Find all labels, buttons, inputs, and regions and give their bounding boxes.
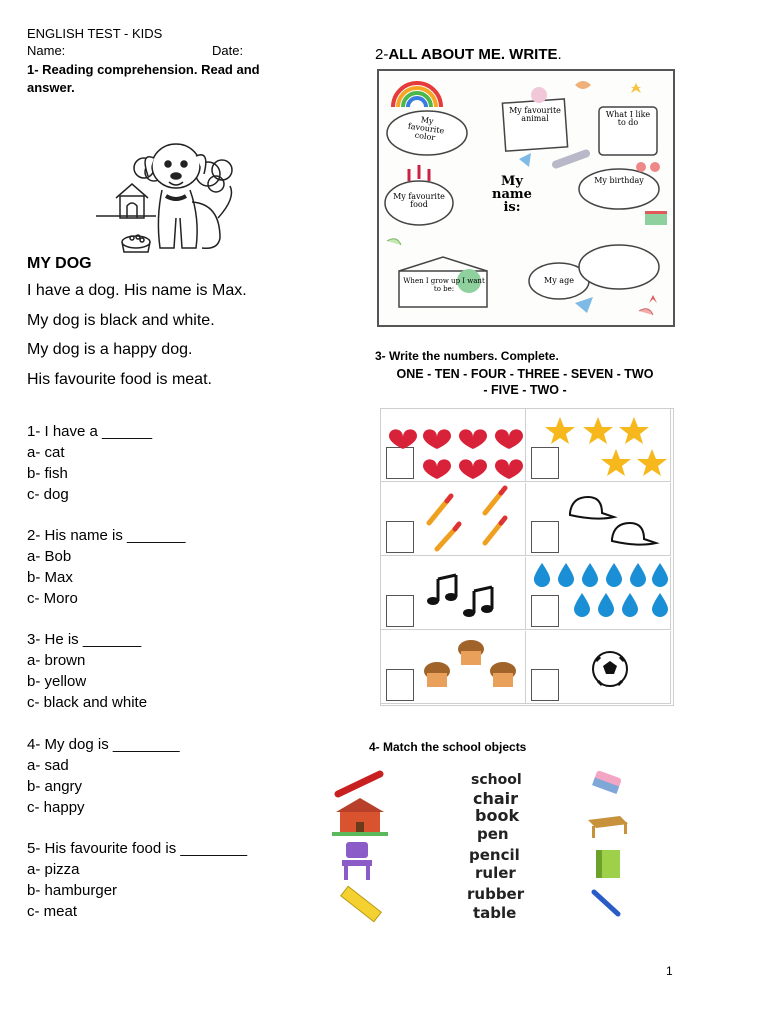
section2-heading: 2-ALL ABOUT ME. WRITE. bbox=[375, 46, 562, 63]
story-title: MY DOG bbox=[27, 255, 92, 272]
page-number: 1 bbox=[666, 964, 673, 978]
option[interactable]: b- hamburger bbox=[27, 882, 118, 899]
pencils-icon bbox=[381, 483, 526, 556]
book-icon bbox=[596, 850, 620, 878]
dog-illustration bbox=[96, 138, 256, 258]
number-words-line1: ONE - TEN - FOUR - THREE - SEVEN - TWO bbox=[396, 367, 654, 381]
story-line: My dog is a happy dog. bbox=[27, 341, 193, 358]
pen-icon bbox=[594, 892, 618, 914]
option[interactable]: c- black and white bbox=[27, 694, 148, 711]
question-5 bbox=[27, 838, 247, 922]
bubble-birthday: My birthday bbox=[594, 176, 644, 185]
option[interactable]: b- fish bbox=[27, 465, 68, 482]
cell-pencils bbox=[381, 483, 526, 556]
section3-heading: 3- Write the numbers. Complete. bbox=[375, 349, 559, 363]
option[interactable]: a- sad bbox=[27, 757, 69, 774]
option[interactable]: b- Max bbox=[27, 569, 73, 586]
school-icon bbox=[332, 798, 388, 836]
word-book: book bbox=[475, 806, 520, 825]
section4-heading: 4- Match the school objects bbox=[369, 740, 527, 754]
option[interactable]: a- brown bbox=[27, 652, 86, 669]
question-2 bbox=[27, 525, 185, 609]
stars-icon bbox=[526, 409, 671, 482]
bubble-my-name: My name is: bbox=[492, 174, 532, 215]
word-rubber: rubber bbox=[467, 885, 525, 903]
word-pencil: pencil bbox=[469, 846, 520, 864]
bubble-favourite-color: My favourite color bbox=[407, 115, 445, 143]
eraser-icon bbox=[592, 770, 622, 794]
muffins-icon bbox=[381, 631, 526, 704]
school-objects-right-icons bbox=[584, 768, 634, 922]
word-ruler: ruler bbox=[475, 864, 516, 882]
water-drops-icon bbox=[526, 557, 671, 630]
cell-music-notes bbox=[381, 557, 526, 630]
bubble-grow-up: When I grow up I want to be: bbox=[403, 277, 485, 293]
word-pen: pen bbox=[477, 825, 509, 843]
number-words-line2: - FIVE - TWO - bbox=[483, 383, 567, 397]
counting-grid bbox=[380, 408, 674, 706]
question-3 bbox=[27, 629, 147, 713]
chair-icon bbox=[342, 842, 372, 880]
name-label: Name: bbox=[27, 43, 66, 58]
question-text: 2- His name is _______ bbox=[27, 527, 186, 544]
cell-stars bbox=[526, 409, 671, 482]
option[interactable]: c- Moro bbox=[27, 590, 78, 607]
caps-icon bbox=[526, 483, 671, 556]
bubble-like-to-do: What I like to do bbox=[605, 110, 651, 127]
word-chair: chair bbox=[473, 789, 519, 808]
section1-heading: 1- Reading comprehension. Read and answer. bbox=[27, 62, 260, 95]
option[interactable]: b- yellow bbox=[27, 673, 87, 690]
question-text: 5- His favourite food is ________ bbox=[27, 840, 248, 857]
cell-hearts bbox=[381, 409, 526, 482]
question-4 bbox=[27, 734, 180, 818]
table-icon bbox=[588, 816, 628, 838]
option[interactable]: c- happy bbox=[27, 799, 85, 816]
option[interactable]: a- pizza bbox=[27, 861, 80, 878]
pencil-icon bbox=[338, 774, 380, 794]
story-line: My dog is black and white. bbox=[27, 311, 215, 329]
test-title: ENGLISH TEST - KIDS bbox=[27, 26, 163, 41]
option[interactable]: a- cat bbox=[27, 444, 65, 461]
question-text: 4- My dog is ________ bbox=[27, 736, 180, 753]
story-line: His favourite food is meat. bbox=[27, 370, 212, 388]
cell-muffins bbox=[381, 631, 526, 704]
cell-ball bbox=[526, 631, 671, 704]
soccer-ball-icon bbox=[526, 631, 671, 704]
heading-text: ALL ABOUT ME. WRITE bbox=[388, 46, 558, 63]
music-notes-icon bbox=[381, 557, 526, 630]
word-school: school bbox=[471, 772, 522, 788]
bubble-favourite-animal: My favourite animal bbox=[509, 106, 561, 123]
ruler-icon bbox=[341, 886, 381, 921]
bubble-my-age: My age bbox=[544, 276, 574, 285]
word-table: table bbox=[473, 904, 517, 922]
option[interactable]: b- angry bbox=[27, 778, 83, 795]
bubble-favourite-food: My favourite food bbox=[393, 192, 445, 209]
heading-number: 2- bbox=[375, 46, 389, 63]
all-about-me-poster bbox=[377, 69, 675, 327]
option[interactable]: c- dog bbox=[27, 486, 69, 503]
option[interactable]: c- meat bbox=[27, 903, 78, 920]
question-text: 1- I have a ______ bbox=[27, 423, 153, 440]
story-line: I have a dog. His name is Max. bbox=[27, 282, 247, 299]
question-text: 3- He is _______ bbox=[27, 631, 142, 648]
question-1 bbox=[27, 421, 152, 505]
cell-caps bbox=[526, 483, 671, 556]
hearts-icon bbox=[381, 409, 526, 482]
date-label: Date: bbox=[212, 43, 244, 58]
school-objects-left-icons bbox=[332, 766, 392, 930]
option[interactable]: a- Bob bbox=[27, 548, 72, 565]
story-text bbox=[27, 276, 247, 394]
cell-water-drops bbox=[526, 557, 671, 630]
